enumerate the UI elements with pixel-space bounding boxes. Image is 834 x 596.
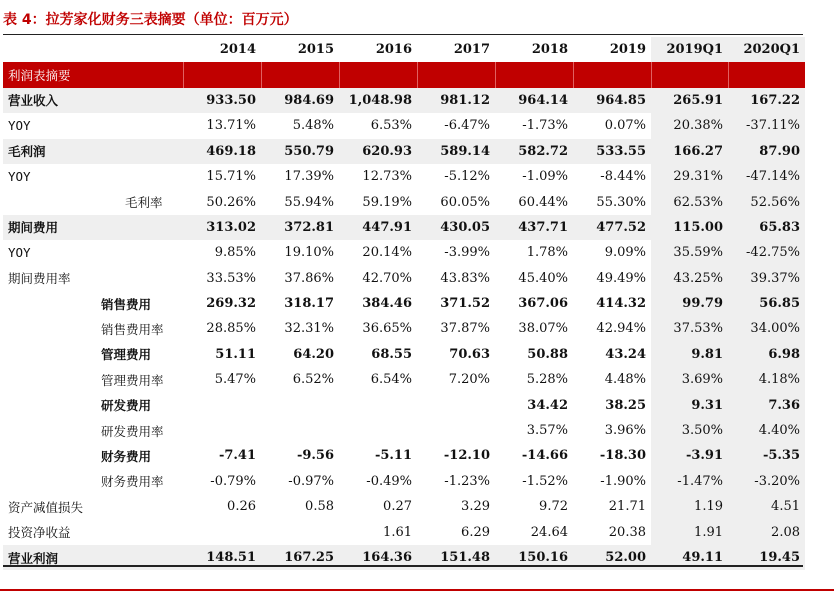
table-cell: 0.26	[227, 499, 256, 515]
table-title: 表 4：拉芳家化财务三表摘要（单位：百万元）	[3, 12, 298, 28]
table-cell: 167.22	[728, 88, 805, 113]
row-label: 财务费用	[101, 448, 152, 464]
table-cell: -1.23%	[444, 473, 490, 489]
table-cell: 5.28%	[526, 372, 568, 388]
table-cell: 150.16	[495, 545, 573, 570]
table-cell: -8.44%	[600, 169, 646, 185]
table-cell: 65.83	[728, 215, 805, 240]
table-cell: 20.38	[608, 524, 646, 540]
table-cell: 4.48%	[604, 372, 646, 388]
table-cell	[417, 418, 495, 443]
table-cell: 148.51	[183, 545, 261, 570]
table-row	[3, 113, 805, 138]
table-cell: 87.90	[728, 139, 805, 164]
table-cell: 55.94%	[284, 194, 334, 210]
table-cell: 164.36	[339, 545, 417, 570]
table-cell: -0.49%	[366, 473, 412, 489]
row-label: YOY	[8, 245, 31, 261]
table-cell: 33.53%	[206, 270, 256, 286]
table-cell: 37.86%	[284, 270, 334, 286]
table-cell: 7.36	[728, 392, 805, 417]
table-cell	[183, 418, 261, 443]
table-cell: 59.19%	[362, 194, 412, 210]
table-cell: 45.40%	[518, 270, 568, 286]
table-cell: -3.20%	[728, 469, 805, 494]
table-cell: 166.27	[651, 139, 728, 164]
table-cell: 15.71%	[206, 169, 256, 185]
table-cell: 60.05%	[440, 194, 490, 210]
table-cell: 35.59%	[651, 240, 728, 265]
table-cell: 32.31%	[284, 321, 334, 337]
table-cell: 6.53%	[370, 118, 412, 134]
column-header: 2017	[453, 42, 490, 58]
table-cell	[183, 519, 261, 544]
row-label: 期间费用	[3, 215, 183, 240]
column-header: 2014	[219, 42, 256, 58]
table-cell: 19.45	[728, 545, 805, 570]
table-cell: 620.93	[339, 139, 417, 164]
table-cell: 6.29	[461, 524, 490, 540]
table-cell: 6.54%	[370, 372, 412, 388]
table-cell: 2.08	[728, 519, 805, 544]
table-cell: 372.81	[261, 215, 339, 240]
row-label: YOY	[8, 118, 31, 134]
row-label: 投资净收益	[8, 525, 71, 541]
row-label: 管理费用率	[101, 372, 164, 388]
table-cell: 115.00	[651, 215, 728, 240]
table-cell: 64.20	[293, 346, 334, 362]
table-cell: 9.09%	[604, 245, 646, 261]
table-cell: 4.18%	[728, 367, 805, 392]
table-cell: 49.49%	[596, 270, 646, 286]
top-rule	[3, 34, 803, 35]
table-row	[3, 164, 805, 189]
table-cell: 469.18	[183, 139, 261, 164]
table-row	[3, 88, 805, 113]
table-row	[3, 316, 805, 341]
table-cell: 43.83%	[440, 270, 490, 286]
table-cell: -5.11	[374, 448, 412, 464]
column-header: 2020Q1	[728, 37, 805, 62]
table-cell: 1.61	[383, 524, 412, 540]
table-cell: -0.79%	[210, 473, 256, 489]
table-cell: 3.57%	[526, 423, 568, 439]
table-cell: -42.75%	[728, 240, 805, 265]
table-cell: 6.52%	[292, 372, 334, 388]
table-row	[3, 367, 805, 392]
table-cell: -5.35	[728, 443, 805, 468]
table-cell: 3.50%	[651, 418, 728, 443]
table-row	[3, 291, 805, 316]
table-row	[3, 266, 805, 291]
table-cell: 37.53%	[651, 316, 728, 341]
table-cell: 533.55	[573, 139, 651, 164]
table-row	[3, 139, 805, 164]
table-cell: 550.79	[261, 139, 339, 164]
table-cell: 52.56%	[728, 189, 805, 214]
header-label-cell	[3, 37, 183, 62]
table-cell: 20.38%	[651, 113, 728, 138]
row-label: 毛利率	[125, 195, 163, 211]
table-cell: 34.00%	[728, 316, 805, 341]
table-cell: 269.32	[206, 296, 256, 312]
table-row	[3, 189, 805, 214]
table-cell: 4.40%	[728, 418, 805, 443]
table-cell: -3.91	[651, 443, 728, 468]
table-cell: 29.31%	[651, 164, 728, 189]
table-cell: 34.42	[527, 397, 568, 413]
table-cell: 36.65%	[362, 321, 412, 337]
table-cell	[417, 392, 495, 417]
table-cell: -6.47%	[444, 118, 490, 134]
table-cell	[261, 519, 339, 544]
row-label: 销售费用	[101, 296, 152, 312]
row-label: 营业收入	[3, 88, 183, 113]
table-cell: 51.11	[215, 346, 256, 362]
table-cell: 265.91	[651, 88, 728, 113]
table-cell: 68.55	[371, 346, 412, 362]
table-cell: 589.14	[417, 139, 495, 164]
table-row	[3, 443, 805, 468]
table-cell	[261, 392, 339, 417]
table-cell: 6.98	[728, 342, 805, 367]
table-cell: 20.14%	[362, 245, 412, 261]
table-cell: 367.06	[518, 296, 568, 312]
table-cell: 39.37%	[728, 266, 805, 291]
table-cell: 1.91	[651, 519, 728, 544]
table-cell: 50.26%	[206, 194, 256, 210]
table-cell: 9.31	[651, 392, 728, 417]
table-cell: 3.96%	[604, 423, 646, 439]
row-label: 营业利润	[3, 545, 183, 570]
table-cell: 24.64	[530, 524, 568, 540]
table-cell: -0.97%	[288, 473, 334, 489]
table-cell: 49.11	[651, 545, 728, 570]
table-cell: 151.48	[417, 545, 495, 570]
table-cell: 7.20%	[448, 372, 490, 388]
table-cell: 964.85	[573, 88, 651, 113]
table-cell: 371.52	[440, 296, 490, 312]
table-cell: 4.51	[728, 494, 805, 519]
table-row	[3, 519, 805, 544]
table-cell: 1.78%	[526, 245, 568, 261]
table-cell: -7.41	[218, 448, 256, 464]
table-cell	[183, 392, 261, 417]
table-cell: 70.63	[449, 346, 490, 362]
table-row	[3, 418, 805, 443]
table-row	[3, 342, 805, 367]
table-cell: 0.58	[305, 499, 334, 515]
table-cell: 964.14	[495, 88, 573, 113]
table-cell: 43.25%	[651, 266, 728, 291]
table-cell	[261, 418, 339, 443]
table-cell: 56.85	[728, 291, 805, 316]
table-cell: 9.72	[539, 499, 568, 515]
table-cell: 0.07%	[604, 118, 646, 134]
column-header: 2018	[531, 42, 568, 58]
column-header: 2019Q1	[651, 37, 728, 62]
row-label: YOY	[8, 169, 31, 185]
table-cell: 313.02	[183, 215, 261, 240]
table-cell: 981.12	[417, 88, 495, 113]
row-label: 管理费用	[101, 347, 152, 363]
table-cell: 38.07%	[518, 321, 568, 337]
table-cell: 99.79	[651, 291, 728, 316]
table-cell: 28.85%	[206, 321, 256, 337]
table-cell: 3.29	[461, 499, 490, 515]
table-cell: 60.44%	[518, 194, 568, 210]
table-cell: -47.14%	[728, 164, 805, 189]
table-row	[3, 494, 805, 519]
table-cell: 55.30%	[596, 194, 646, 210]
table-cell: 384.46	[362, 296, 412, 312]
table-cell: 13.71%	[206, 118, 256, 134]
table-cell: 477.52	[573, 215, 651, 240]
table-row	[3, 469, 805, 494]
table-row	[3, 392, 805, 417]
column-header: 2016	[375, 42, 412, 58]
row-label: 毛利润	[3, 139, 183, 164]
section-label: 利润表摘要	[3, 62, 183, 87]
table-cell: -5.12%	[444, 169, 490, 185]
table-cell: 414.32	[596, 296, 646, 312]
table-cell: 62.53%	[651, 189, 728, 214]
table-cell: -9.56	[296, 448, 334, 464]
row-label: 研发费用率	[101, 423, 164, 439]
header-row	[3, 37, 805, 62]
table-cell: -1.47%	[651, 469, 728, 494]
table-cell: 9.85%	[214, 245, 256, 261]
table-cell: -1.90%	[600, 473, 646, 489]
row-label: 销售费用率	[101, 321, 164, 337]
table-cell: 50.88	[527, 346, 568, 362]
table-cell: 430.05	[417, 215, 495, 240]
table-cell: 17.39%	[284, 169, 334, 185]
table-cell: 3.69%	[651, 367, 728, 392]
table-cell: 1.19	[651, 494, 728, 519]
table-cell: 21.71	[608, 499, 646, 515]
table-cell: 447.91	[339, 215, 417, 240]
table-cell: 9.81	[651, 342, 728, 367]
table-cell: 437.71	[495, 215, 573, 240]
table-cell: 38.25	[605, 397, 646, 413]
table-cell: 933.50	[183, 88, 261, 113]
footer-rule	[0, 589, 834, 591]
table-cell: 42.70%	[362, 270, 412, 286]
column-header: 2019	[609, 42, 646, 58]
row-label: 资产减值损失	[8, 499, 84, 515]
table-cell: -12.10	[443, 448, 490, 464]
table-cell: 318.17	[284, 296, 334, 312]
table-cell: 1,048.98	[339, 88, 417, 113]
table-cell	[339, 418, 417, 443]
table-cell: -18.30	[599, 448, 646, 464]
table-cell: 5.47%	[214, 372, 256, 388]
table-row	[3, 240, 805, 265]
table-cell: 0.27	[383, 499, 412, 515]
table-cell: 19.10%	[284, 245, 334, 261]
table-cell: 167.25	[261, 545, 339, 570]
section-row	[3, 62, 805, 87]
table-cell: 43.24	[605, 346, 646, 362]
table-cell: 984.69	[261, 88, 339, 113]
table-cell	[339, 392, 417, 417]
column-header: 2015	[297, 42, 334, 58]
table-cell: 42.94%	[596, 321, 646, 337]
row-label: 研发费用	[101, 398, 152, 414]
bottom-rule	[3, 565, 803, 567]
row-label: 期间费用率	[8, 271, 71, 287]
table-cell: -1.73%	[522, 118, 568, 134]
financial-summary-table	[3, 37, 805, 570]
table-row	[3, 215, 805, 240]
table-cell: 5.48%	[292, 118, 334, 134]
table-cell: 52.00	[573, 545, 651, 570]
table-cell: -1.09%	[522, 169, 568, 185]
table-cell: -14.66	[521, 448, 568, 464]
table-cell: -1.52%	[522, 473, 568, 489]
table-cell: -3.99%	[444, 245, 490, 261]
table-cell: 582.72	[495, 139, 573, 164]
table-cell: 12.73%	[362, 169, 412, 185]
table-cell: 37.87%	[440, 321, 490, 337]
row-label: 财务费用率	[101, 474, 164, 490]
table-cell: -37.11%	[728, 113, 805, 138]
